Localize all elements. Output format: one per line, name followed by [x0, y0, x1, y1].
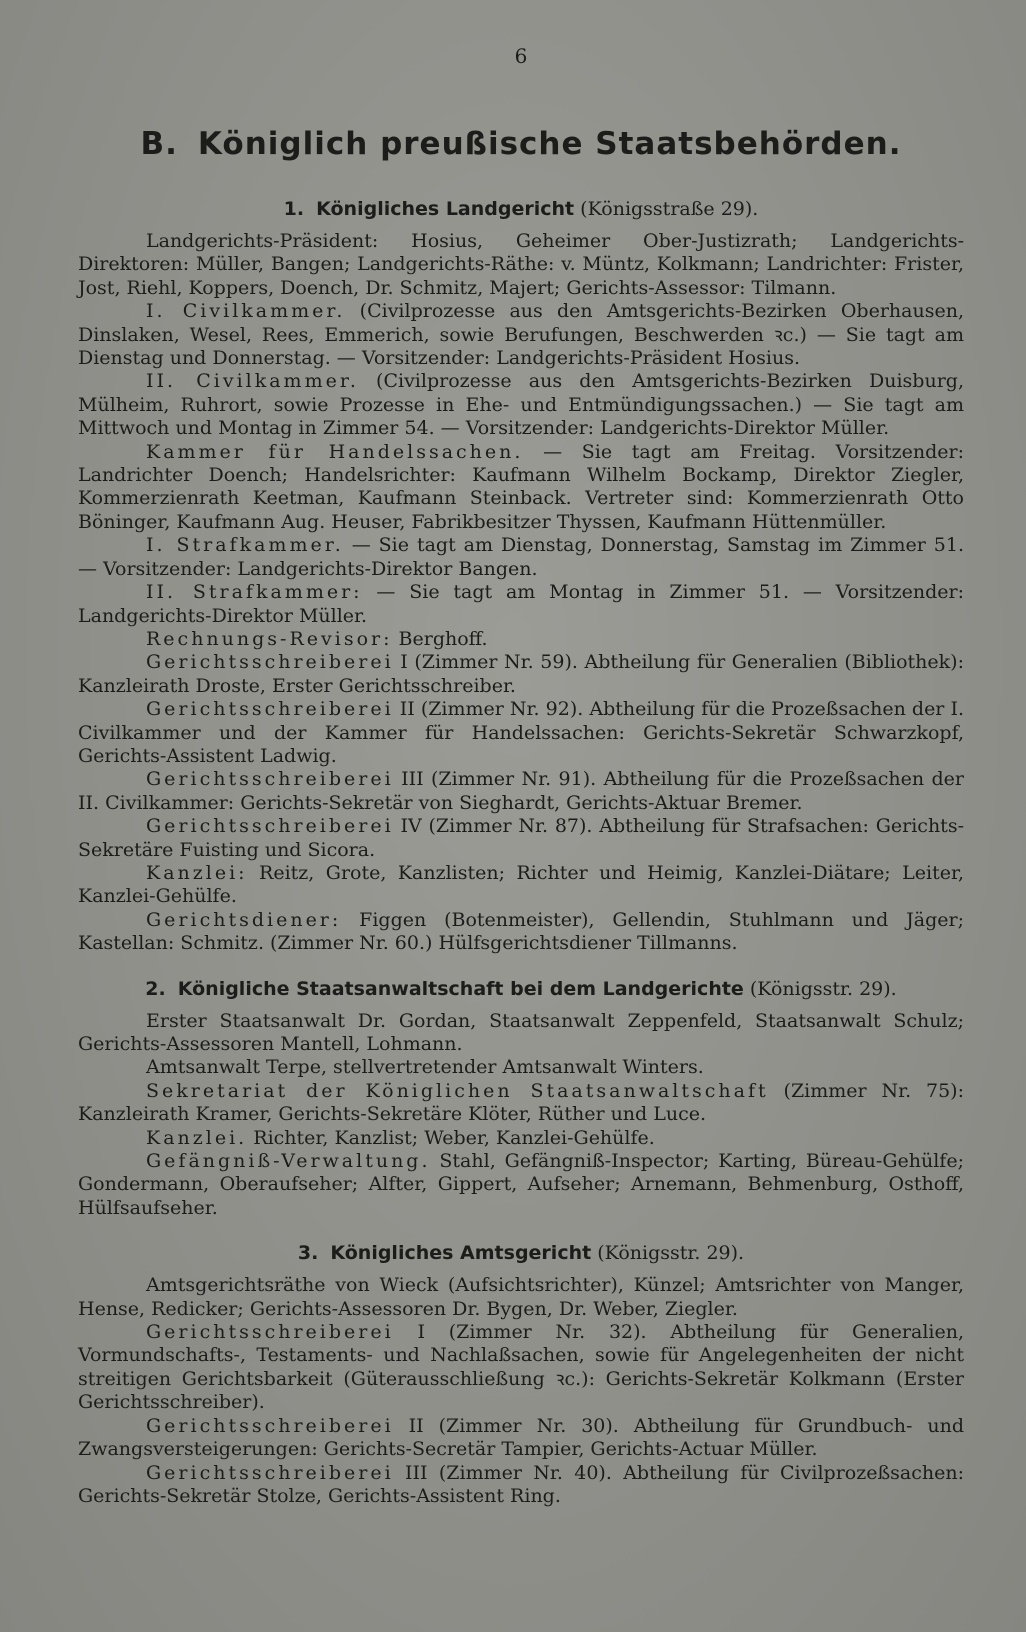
paragraph-lead: II. Civilkammer. [146, 370, 359, 393]
paragraph-lead: Kanzlei: [146, 861, 248, 884]
paragraph-text: III (Zimmer Nr. 40). Abtheilung für Civilprozeßsachen: Gerichts-Sekretär Stolze, Gerichts-Assistent Ring. [78, 1461, 964, 1507]
paragraph-text: IV (Zimmer Nr. 87). Abtheilung für Strafsachen: Gerichts-Sekretäre Fuisting und Sicora. [78, 815, 964, 861]
paragraph [78, 815, 964, 862]
paragraph-lead: Gerichtsschreiberei [146, 768, 394, 791]
paragraph-text: Reitz, Grote, Kanzlisten; Richter und Heimig, Kanzlei-Diätare; Leiter, Kanzlei-Gehülfe. [78, 861, 964, 908]
section-2 [78, 978, 964, 1221]
section-number: 3. [297, 1242, 319, 1265]
paragraph-text: II (Zimmer Nr. 92). Abtheilung für die Prozeßsachen der I. Civilkammer und der Kammer für Handelssachen: Gerichts-Sekretär Schwarzkopf, Gerichts-Assistent Ladwig. [78, 698, 964, 767]
paragraph-lead: Kanzlei. [146, 1126, 248, 1149]
section-address: (Königsstr. 29). [597, 1242, 745, 1265]
paragraph-lead: Gerichtsdiener: [146, 908, 342, 931]
paragraph-lead: Gefängniß-Verwaltung. [146, 1150, 431, 1173]
title-letter: B. [140, 126, 178, 162]
paragraph [78, 1415, 964, 1462]
paragraph [78, 300, 964, 370]
section-number: 2. [145, 977, 166, 1000]
paragraph-lead: Kammer für Handelssachen. [146, 440, 524, 463]
paragraph-lead: Gerichtsschreiberei [146, 1321, 394, 1344]
paragraph-text: Landgerichts-Präsident: Hosius, Geheimer Ober-Justizrath; Landgerichts-Direktoren: Müller, Bangen; Landgerichts-Räthe: v. Müntz, Kolkmann; Landrichter: Frister, Jost, Riehl, Koppers, Doench, Dr. Schmitz, Majert; Gerichts-Assessor: Tilmann. [78, 230, 964, 299]
paragraph-text: Richter, Kanzlist; Weber, Kanzlei-Gehülfe. [247, 1126, 655, 1149]
paragraph [78, 1150, 964, 1220]
paragraph [78, 534, 964, 581]
paragraph-text: Erster Staatsanwalt Dr. Gordan, Staatsanwalt Zeppenfeld, Staatsanwalt Schulz; Gerichts-Assessoren Mantell, Lohmann. [78, 1009, 964, 1055]
paragraph-text: Berghoff. [392, 627, 488, 650]
section-name: Königliche Staatsanwaltschaft bei dem Landgerichte [177, 977, 744, 1000]
paragraph-text: (Civilprozesse aus den Amtsgerichts-Bezirken Duisburg, Mülheim, Ruhrort, sowie Prozesse in Ehe- und Entmündigungssachen.) — Sie tagt am Mittwoch und Montag in Zimmer 54. — Vorsitzender: Landgerichts-Direktor Müller. [78, 370, 964, 440]
paragraph-lead: Gerichtsschreiberei [146, 1461, 394, 1484]
paragraph [78, 441, 964, 535]
section-name: Königliches Landgericht [316, 198, 575, 220]
paragraph [78, 628, 964, 651]
section-address: (Königsstr. 29). [749, 977, 897, 1000]
paragraph-text: (Zimmer Nr. 75): Kanzleirath Kramer, Gerichts-Sekretäre Klöter, Rüther und Luce. [78, 1079, 964, 1126]
paragraph-text: I (Zimmer Nr. 59). Abtheilung für Generalien (Bibliothek): Kanzleirath Droste, Erster Gerichtsschreiber. [78, 651, 964, 697]
paragraph [78, 1462, 964, 1509]
title-text: Königlich preußische Staatsbehörden. [197, 126, 902, 162]
paragraph [78, 909, 964, 956]
paragraph [78, 651, 964, 698]
paragraph-text: II (Zimmer Nr. 30). Abtheilung für Grundbuch- und Zwangsversteigerungen: Gerichts-Secretär Tampier, Gerichts-Actuar Müller. [78, 1414, 964, 1461]
paragraph [78, 1127, 964, 1150]
section-heading [78, 1242, 964, 1264]
paragraph-text: III (Zimmer Nr. 91). Abtheilung für die Prozeßsachen der II. Civilkammer: Gerichts-Sekretär von Sieghardt, Gerichts-Aktuar Bremer. [78, 768, 964, 814]
paragraph-lead: I. Strafkammer. [146, 534, 344, 557]
paragraph-lead: Rechnungs-Revisor: [146, 627, 393, 650]
section-heading [78, 198, 964, 220]
paragraph-text: Stahl, Gefängniß-Inspector; Karting, Büreau-Gehülfe; Gondermann, Oberaufseher; Alfter, Gippert, Aufseher; Arnemann, Behmenburg, Osthoff, Hülfsaufseher. [78, 1150, 964, 1219]
section-1 [78, 198, 964, 956]
paragraph-text: Amtsgerichtsräthe von Wieck (Aufsichtsrichter), Künzel; Amtsrichter von Manger, Hense, Redicker; Gerichts-Assessoren Dr. Bygen, Dr. Weber, Ziegler. [78, 1274, 964, 1320]
sections-container [78, 198, 964, 1508]
paragraph [78, 862, 964, 909]
paragraph [78, 581, 964, 628]
paragraph-text: (Civilprozesse aus den Amtsgerichts-Bezirken Oberhausen, Dinslaken, Wesel, Rees, Emmerich, sowie Berufungen, Beschwerden ꝛc.) — Sie tagt am Dienstag und Donnerstag. — Vorsitzender: Landgerichts-Präsident Hosius. [78, 300, 964, 370]
paragraph-lead: Gerichtsschreiberei [146, 698, 394, 721]
paragraph-lead: Gerichtsschreiberei [146, 815, 394, 838]
paragraph-text: I (Zimmer Nr. 32). Abtheilung für Generalien, Vormundschafts-, Testaments- und Nachlaßsachen, sowie für Angelegenheiten der nicht streitigen Gerichtsbarkeit (Güterausschließung ꝛc.): Gerichts-Sekretär Kolkmann (Erster Gerichtsschreiber). [78, 1321, 964, 1414]
section-3 [78, 1242, 964, 1508]
paragraph-text: Amtsanwalt Terpe, stellvertretender Amtsanwalt Winters. [146, 1056, 704, 1079]
paragraph [78, 1274, 964, 1321]
paragraph [78, 370, 964, 440]
paragraph [78, 1321, 964, 1415]
paragraph [78, 768, 964, 815]
paragraph [78, 1010, 964, 1057]
paragraph [78, 230, 964, 300]
paragraph [78, 1080, 964, 1127]
paragraph-text: — Sie tagt am Freitag. Vorsitzender: Landrichter Doench; Handelsrichter: Kaufmann Wilhelm Bockamp, Direktor Ziegler, Kommerzienrath Keetman, Kaufmann Steinback. Vertreter sind: Kommerzienrath Otto Böninger, Kaufmann Aug. Heuser, Fabrikbesitzer Thyssen, Kaufmann Hüttenmüller. [78, 440, 964, 533]
paragraph-lead: II. Strafkammer: [146, 581, 363, 604]
paragraph-text: — Sie tagt am Montag in Zimmer 51. — Vorsitzender: Landgerichts-Direktor Müller. [78, 581, 964, 627]
paragraph-lead: Gerichtsschreiberei [146, 651, 394, 674]
paragraph [78, 698, 964, 768]
page-number: 6 [514, 44, 528, 68]
paragraph-lead: Gerichtsschreiberei [146, 1414, 394, 1437]
section-name: Königliches Amtsgericht [330, 1242, 592, 1265]
paragraph-lead: Sekretariat der Königlichen Staatsanwaltschaft [146, 1079, 769, 1102]
paragraph-lead: I. Civilkammer. [146, 300, 346, 323]
page-title [78, 126, 964, 162]
section-number: 1. [283, 198, 305, 220]
paragraph [78, 1056, 964, 1079]
section-heading [78, 978, 964, 1000]
section-address: (Königsstraße 29). [580, 198, 759, 220]
paragraph-text: — Sie tagt am Dienstag, Donnerstag, Samstag im Zimmer 51. — Vorsitzender: Landgerichts-Direktor Bangen. [78, 534, 964, 580]
paragraph-text: Figgen (Botenmeister), Gellendin, Stuhlmann und Jäger; Kastellan: Schmitz. (Zimmer Nr. 60.) Hülfsgerichtsdiener Tillmanns. [78, 908, 964, 955]
